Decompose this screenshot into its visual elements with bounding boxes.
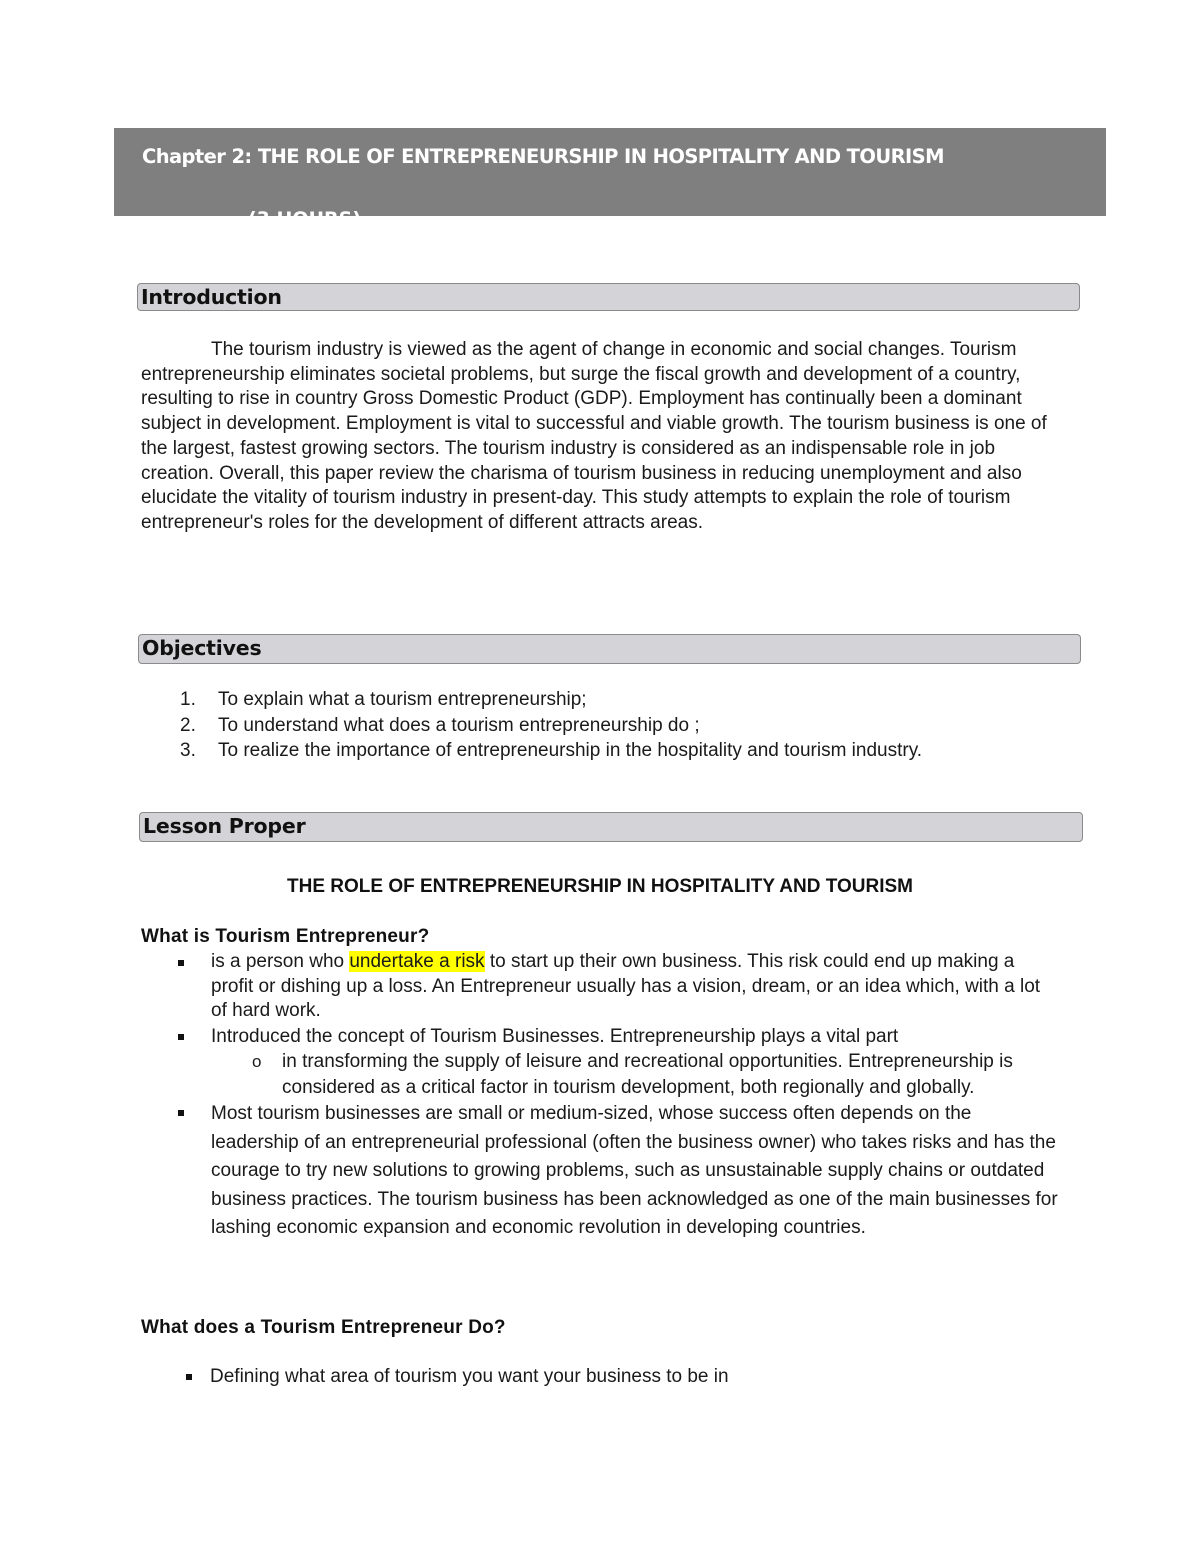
section-label-introduction: Introduction — [141, 285, 282, 309]
square-bullet-icon — [186, 1374, 192, 1380]
section-lesson-proper — [139, 812, 1083, 842]
circle-bullet-icon: o — [252, 1052, 262, 1072]
list-item: Defining what area of tourism you want your business to be in — [140, 1364, 1060, 1389]
chapter-title: Chapter 2: THE ROLE OF ENTREPRENEURSHIP IN HOSPITALITY AND TOURISM — [142, 145, 944, 168]
section-introduction — [137, 283, 1080, 311]
objectives-list — [180, 687, 922, 764]
subhead-what-is-tourism-entrepreneur: What is Tourism Entrepreneur? — [141, 926, 430, 947]
highlighted-text: undertake a risk — [349, 951, 485, 972]
square-bullet-icon — [178, 960, 184, 966]
list-item: Introduced the concept of Tourism Businesses. Entrepreneurship plays a vital part — [141, 1024, 1061, 1049]
what-is-bullets — [141, 950, 1061, 1243]
objective-item: 2. To understand what does a tourism entrepreneurship do ; — [180, 714, 700, 736]
chapter-hours: (3 HOURS) — [248, 208, 361, 230]
square-bullet-icon — [178, 1110, 184, 1116]
square-bullet-icon — [178, 1034, 184, 1040]
list-item: Most tourism businesses are small or medium-sized, whose success often depends on the leadership of an entrepreneurial professional (often the business owner) who takes risks and has the courage to try new solutions to growing problems, such as unsustainable supply chains or outdated business practices. The tourism business has been acknowledged as one of the main businesses for lashing economic expansion and economic revolution in developing countries. — [141, 1100, 1061, 1243]
sub-list-item: o in transforming the supply of leisure and recreational opportunities. Entrepreneurship is considered as a critical factor in tourism development, both regionally and globally. — [252, 1051, 1013, 1098]
what-does-bullets — [140, 1364, 1060, 1389]
list-item: is a person who undertake a risk to start up their own business. This risk could end up making a profit or dishing up a loss. An Entrepreneur usually has a vision, dream, or an idea which, with a lot of hard work. — [141, 950, 1061, 1024]
section-label-objectives: Objectives — [142, 636, 262, 660]
introduction-text: The tourism industry is viewed as the agent of change in economic and social changes. Tourism entrepreneurship eliminates societal problems, but surge the fiscal growth and development of a country, resulting to rise in country Gross Domestic Product (GDP). Employment has continually been a dominant subject in development. Employment is vital to successful and viable growth. The tourism business is one of the largest, fastest growing sectors. The tourism industry is considered as an indispensable role in job creation. Overall, this paper review the charisma of tourism business in reducing unemployment and also elucidate the vitality of tourism industry in present-day. This study attempts to explain the role of tourism entrepreneur's roles for the development of different attracts areas. — [141, 339, 1047, 533]
objective-item: 3. To realize the importance of entrepreneurship in the hospitality and tourism industry. — [180, 740, 923, 761]
objective-item: 1. To explain what a tourism entrepreneurship; — [180, 689, 587, 710]
section-label-lesson-proper: Lesson Proper — [143, 814, 306, 838]
subhead-what-does-tourism-entrepreneur-do: What does a Tourism Entrepreneur Do? — [141, 1317, 506, 1338]
chapter-header — [114, 128, 1106, 230]
section-objectives — [138, 634, 1081, 664]
lesson-heading: THE ROLE OF ENTREPRENEURSHIP IN HOSPITALITY AND TOURISM — [287, 876, 913, 897]
introduction-paragraph — [141, 338, 1071, 536]
